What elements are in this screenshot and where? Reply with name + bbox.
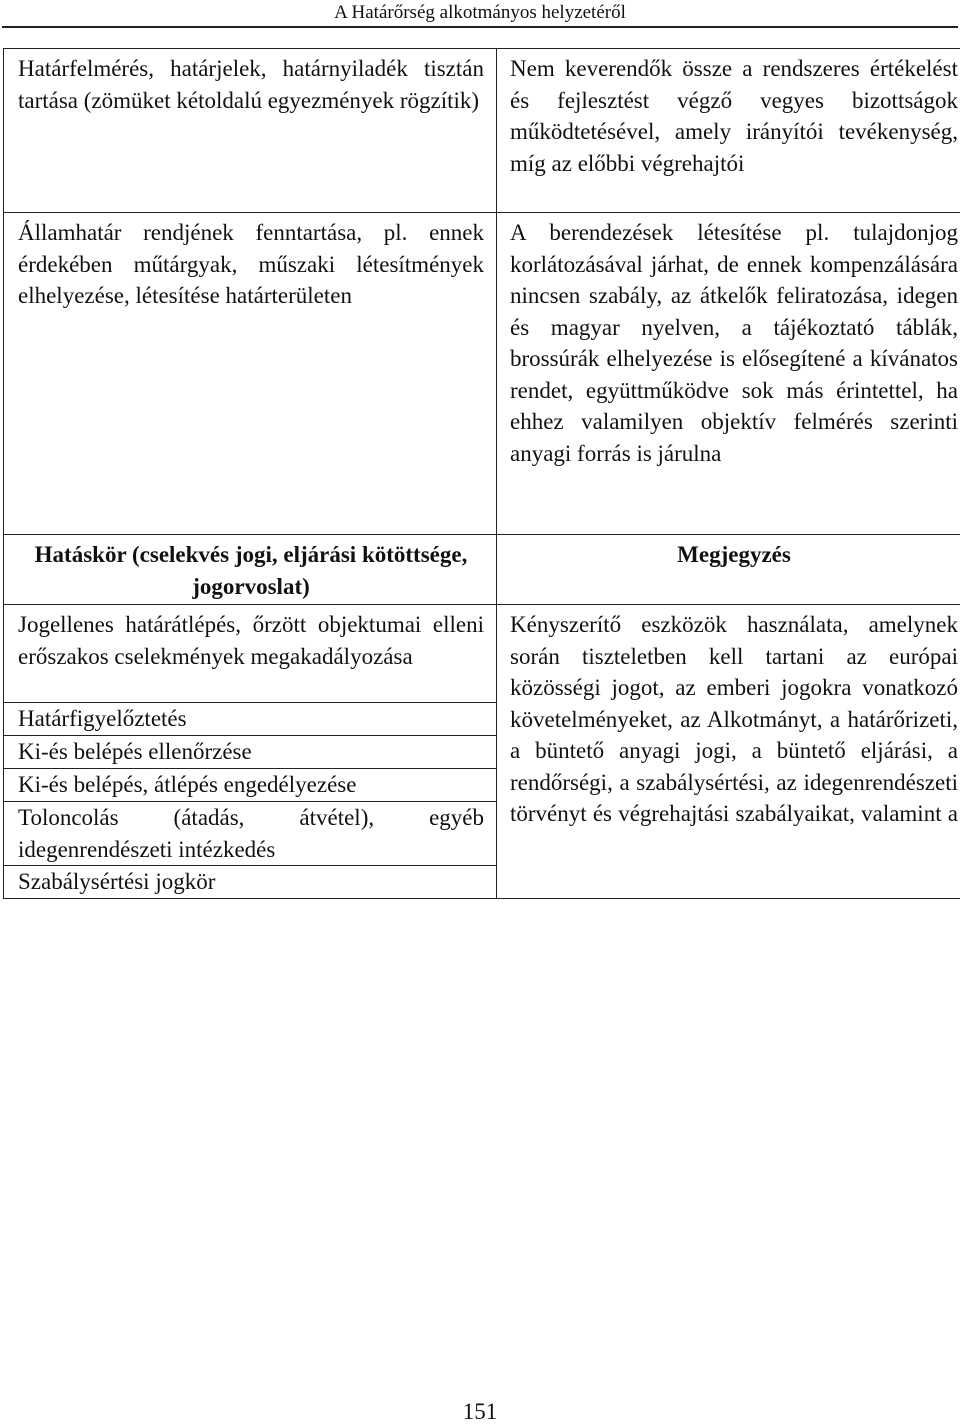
list-item: Toloncolás (átadás, átvétel), egyéb idegenrendészeti intézkedés — [18, 805, 484, 862]
table-cell — [497, 535, 960, 605]
table-row — [4, 535, 960, 605]
table-cell — [4, 213, 497, 535]
note-text: Kényszerítő eszközök használata, amelynek során tiszteletben kell tartani az európai közösségi jogot, az emberi jogokra vonatkozó követelményeket, az Alkotmányt, a határőrizeti, a büntető anyagi jogi, a büntető eljárási, a rendőrségi, a szabálysértési, az idegenrendészeti törvényt és végrehajtási szabályaikat, valamint a — [510, 612, 958, 826]
page-number: 151 — [462, 1399, 498, 1424]
table-cell — [4, 736, 497, 769]
header-rule — [2, 26, 958, 28]
table-cell — [4, 802, 497, 866]
table-cell — [4, 535, 497, 605]
list-item: Ki-és belépés ellenőrzése — [18, 739, 252, 764]
table-cell — [4, 49, 497, 213]
note-cell — [497, 605, 960, 899]
cell-text: Államhatár rendjének fenntartása, pl. ennek érdekében műtárgyak, műszaki létesítmények elhelyezése, létesítése határterületen — [18, 220, 484, 308]
table-cell — [4, 769, 497, 802]
table-cell — [4, 703, 497, 736]
column-heading: Megjegyzés — [677, 542, 791, 567]
table-cell — [4, 605, 497, 703]
table-cell — [497, 213, 960, 535]
list-item: Jogellenes határátlépés, őrzött objektumai elleni erőszakos cselekmények megakadályozása — [18, 612, 484, 669]
regulation-table — [3, 48, 960, 899]
table-row — [4, 605, 960, 703]
running-header: A Határőrség alkotmányos helyzetéről — [334, 2, 626, 23]
cell-text: Határfelmérés, határjelek, határnyiladék tisztán tartása (zömüket kétoldalú egyezmények rögzítik) — [18, 56, 484, 113]
list-item: Ki-és belépés, átlépés engedélyezése — [18, 772, 357, 797]
list-item: Határfigyelőztetés — [18, 706, 187, 731]
table-row — [4, 49, 960, 213]
table-row — [4, 213, 960, 535]
cell-text: Nem keverendők össze a rendszeres értékelést és fejlesztést végző vegyes bizottságok működtetésével, amely irányítói tevékenység, míg az előbbi végrehajtói — [510, 56, 958, 176]
cell-text: A berendezések létesítése pl. tulajdonjog korlátozásával járhat, de ennek kompenzálására nincsen szabály, az átkelők feliratozása, idegen és magyar nyelven, a tájékoztató táblák, brossúrák elhelyezése is elősegítené a kívánatos rendet, együttműködve sok más érintettel, ha ehhez valamilyen objektív felmérés szerinti anyagi forrás is járulna — [510, 220, 958, 466]
list-item: Szabálysértési jogkör — [18, 869, 216, 894]
column-heading: Hatáskör (cselekvés jogi, eljárási kötöttsége, jogorvoslat) — [34, 542, 468, 599]
table-cell — [4, 866, 497, 899]
table-cell — [497, 49, 960, 213]
